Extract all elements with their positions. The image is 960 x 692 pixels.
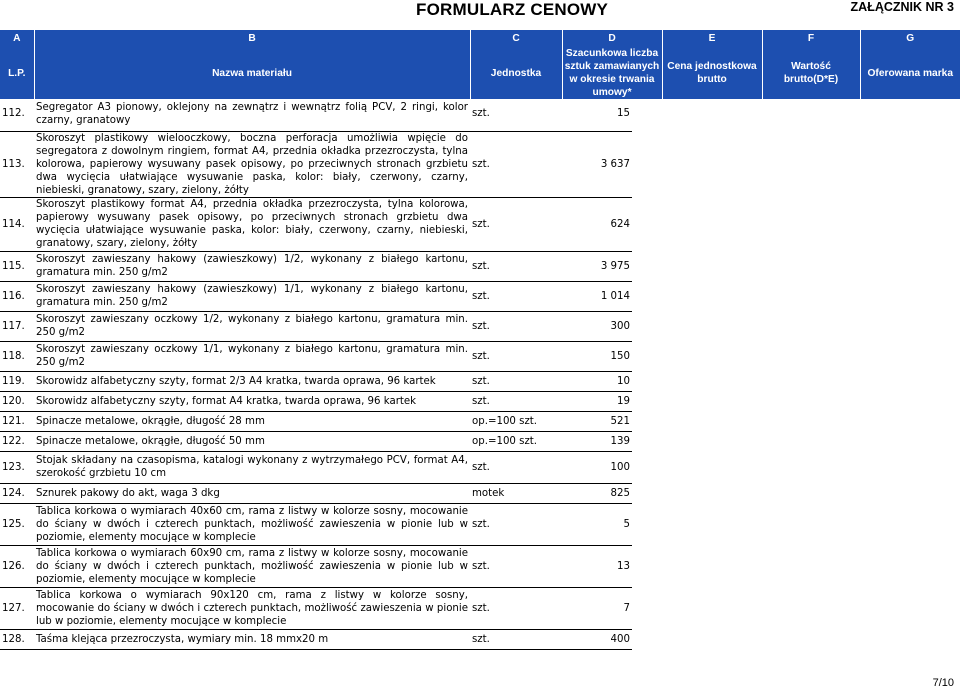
- unit: szt.: [470, 311, 562, 341]
- price-form-table: [0, 30, 960, 99]
- unit: op.=100 szt.: [470, 411, 562, 431]
- material-name: Tablica korkowa o wymiarach 60x90 cm, rama z listwy w kolorze sosny, mocowanie do ściany w dwóch i czterech punktach, możliwość zawieszenia w pionie lub w poziomie, elementy mocujące w komplecie: [34, 545, 470, 587]
- quantity: 5: [562, 503, 632, 545]
- material-name: Stojak składany na czasopisma, katalogi wykonany z wytrzymałego PCV, format A4, szerokość grzbietu 10 cm: [34, 451, 470, 483]
- table-row: [0, 371, 960, 391]
- unit: szt.: [470, 391, 562, 411]
- column-letter-d: D: [562, 30, 662, 47]
- table-row: [0, 483, 960, 503]
- material-name: Skoroszyt zawieszany oczkowy 1/2, wykonany z białego kartonu, gramatura min. 250 g/m2: [34, 311, 470, 341]
- quantity: 7: [562, 587, 632, 629]
- empty-cells: [632, 503, 960, 545]
- table-row: [0, 391, 960, 411]
- row-number: 125.: [0, 503, 34, 545]
- empty-cells: [632, 371, 960, 391]
- header-offered-brand: Oferowana marka: [860, 47, 960, 99]
- material-name: Skoroszyt plastikowy format A4, przednia okładka przezroczysta, tylna kolorowa, papierowy wysuwany pasek opisowy, po przeciwnych stronach grzbietu dwa wycięcia ułatwiające wysuwanie paska, kolor: biały, czerwony, czarny, niebieski, granatowy, szary, zielony, żółty: [36, 199, 468, 249]
- quantity: 400: [562, 629, 632, 649]
- empty-cells: [632, 545, 960, 587]
- unit: szt.: [470, 545, 562, 587]
- table-row: [0, 629, 960, 649]
- material-name: Spinacze metalowe, okrągłe, długość 50 mm: [34, 431, 470, 451]
- column-letter-a: A: [0, 30, 34, 47]
- table-row: [0, 197, 960, 251]
- unit: szt.: [470, 587, 562, 629]
- row-number: 116.: [0, 281, 34, 311]
- unit: szt.: [470, 97, 562, 131]
- material-name: Tablica korkowa o wymiarach 90x120 cm, rama z listwy w kolorze sosny, mocowanie do ściany w dwóch i czterech punktach, możliwość zawieszenia w pionie lub w poziomie, elementy mocujące w komplecie: [34, 587, 470, 629]
- quantity: 3 975: [562, 251, 632, 281]
- table-row: [0, 251, 960, 281]
- header-unit: Jednostka: [470, 47, 562, 99]
- quantity: 139: [562, 431, 632, 451]
- material-name: Skoroszyt plastikowy wielooczkowy, boczna perforacja umożliwia wpięcie do segregatora z dowolnym ringiem, format A4, przednia okładka przezroczysta, tylna kolorowa, papierowy wysuwany pasek opisowy, po przeciwnych stronach grzbietu dwa wycięcia ułatwiające wysuwanie paska, kolor: biały, czerwony, czarny, niebieski, granatowy, szary, zielony, żółty: [36, 132, 468, 196]
- empty-cells: [632, 587, 960, 629]
- empty-cells: [632, 431, 960, 451]
- row-number: 118.: [0, 341, 34, 371]
- quantity: 825: [562, 483, 632, 503]
- empty-cells: [632, 97, 960, 131]
- row-number: 126.: [0, 545, 34, 587]
- empty-cells: [632, 131, 960, 197]
- material-name: Tablica korkowa o wymiarach 40x60 cm, rama z listwy w kolorze sosny, mocowanie do ściany w dwóch i czterech punktach, możliwość zawieszenia w pionie lub w poziomie, elementy mocujące w komplecie: [34, 503, 470, 545]
- unit: szt.: [470, 341, 562, 371]
- column-letter-c: C: [470, 30, 562, 47]
- table-row: [0, 97, 960, 131]
- column-letter-e: E: [662, 30, 762, 47]
- empty-cells: [632, 281, 960, 311]
- row-number: 127.: [0, 587, 34, 629]
- document-title: FORMULARZ CENOWY: [416, 0, 609, 19]
- unit: szt.: [470, 503, 562, 545]
- table-row: [0, 587, 960, 629]
- material-name: Skorowidz alfabetyczny szyty, format 2/3 A4 kratka, twarda oprawa, 96 kartek: [34, 371, 470, 391]
- material-name: Taśma klejąca przezroczysta, wymiary min. 18 mmx20 m: [34, 629, 470, 649]
- quantity: 521: [562, 411, 632, 431]
- column-letter-f: F: [762, 30, 860, 47]
- page-number: 7/10: [932, 677, 954, 689]
- unit: szt.: [470, 451, 562, 483]
- table-row: [0, 311, 960, 341]
- empty-cells: [632, 391, 960, 411]
- row-number: 124.: [0, 483, 34, 503]
- empty-cells: [632, 483, 960, 503]
- quantity: 10: [562, 371, 632, 391]
- annex-label: ZAŁĄCZNIK NR 3: [850, 0, 954, 14]
- material-name: Skoroszyt zawieszany oczkowy 1/1, wykonany z białego kartonu, gramatura min. 250 g/m2: [34, 341, 470, 371]
- quantity: 624: [562, 197, 632, 251]
- unit: op.=100 szt.: [470, 431, 562, 451]
- unit: szt.: [470, 629, 562, 649]
- row-number: 115.: [0, 251, 34, 281]
- unit: szt.: [470, 197, 562, 251]
- quantity: 100: [562, 451, 632, 483]
- column-letters-row: [0, 30, 960, 47]
- quantity: 13: [562, 545, 632, 587]
- quantity: 3 637: [562, 131, 632, 197]
- quantity: 19: [562, 391, 632, 411]
- empty-cells: [632, 341, 960, 371]
- column-letter-b: B: [34, 30, 470, 47]
- material-name: Skoroszyt zawieszany hakowy (zawieszkowy) 1/2, wykonany z białego kartonu, gramatura min. 250 g/m2: [34, 251, 470, 281]
- quantity: 300: [562, 311, 632, 341]
- quantity: 15: [562, 97, 632, 131]
- header-gross-value: Wartość brutto(D*E): [762, 47, 860, 99]
- table-row: [0, 131, 960, 197]
- empty-cells: [632, 197, 960, 251]
- unit: szt.: [470, 251, 562, 281]
- header-material-name: Nazwa materiału: [34, 47, 470, 99]
- unit: szt.: [470, 281, 562, 311]
- table-row: [0, 431, 960, 451]
- table-row: [0, 281, 960, 311]
- unit: szt.: [470, 371, 562, 391]
- column-headers-row: [0, 47, 960, 99]
- table-row: [0, 341, 960, 371]
- empty-cells: [632, 251, 960, 281]
- row-number: 112.: [0, 97, 34, 131]
- row-number: 113.: [0, 131, 34, 197]
- header-unit-price: Cena jednostkowa brutto: [662, 47, 762, 99]
- row-number: 114.: [0, 197, 34, 251]
- table-row: [0, 545, 960, 587]
- material-name: Spinacze metalowe, okrągłe, długość 28 mm: [34, 411, 470, 431]
- header-lp: L.P.: [0, 47, 34, 99]
- empty-cells: [632, 451, 960, 483]
- table-row: [0, 451, 960, 483]
- table-row: [0, 411, 960, 431]
- row-number: 119.: [0, 371, 34, 391]
- row-number: 122.: [0, 431, 34, 451]
- row-number: 117.: [0, 311, 34, 341]
- empty-cells: [632, 311, 960, 341]
- material-name: Sznurek pakowy do akt, waga 3 dkg: [34, 483, 470, 503]
- quantity: 1 014: [562, 281, 632, 311]
- empty-cells: [632, 411, 960, 431]
- quantity: 150: [562, 341, 632, 371]
- row-number: 128.: [0, 629, 34, 649]
- unit: szt.: [470, 131, 562, 197]
- material-name: Skoroszyt zawieszany hakowy (zawieszkowy) 1/1, wykonany z białego kartonu, gramatura min. 250 g/m2: [34, 281, 470, 311]
- row-number: 123.: [0, 451, 34, 483]
- material-name: Skorowidz alfabetyczny szyty, format A4 kratka, twarda oprawa, 96 kartek: [34, 391, 470, 411]
- unit: motek: [470, 483, 562, 503]
- header-estimated-quantity: Szacunkowa liczba sztuk zamawianych w okresie trwania umowy*: [562, 47, 662, 99]
- table-row: [0, 503, 960, 545]
- row-number: 120.: [0, 391, 34, 411]
- row-number: 121.: [0, 411, 34, 431]
- items-table: [0, 97, 960, 650]
- empty-cells: [632, 629, 960, 649]
- column-letter-g: G: [860, 30, 960, 47]
- material-name: Segregator A3 pionowy, oklejony na zewnątrz i wewnątrz folią PCV, 2 ringi, kolor czarny, granatowy: [34, 97, 470, 131]
